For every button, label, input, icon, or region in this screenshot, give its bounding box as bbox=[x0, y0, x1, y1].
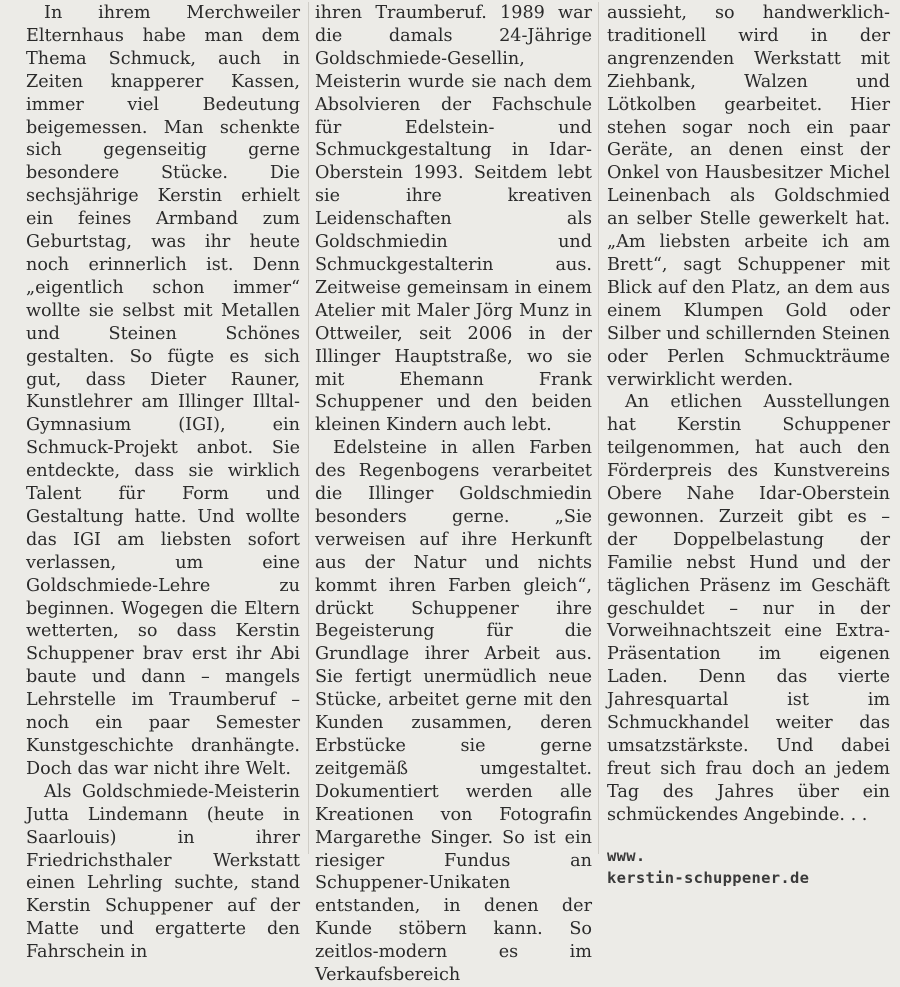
article-column-2 bbox=[308, 2, 598, 986]
article-column-1 bbox=[26, 2, 308, 963]
paragraph: In ihrem Merchweiler Elternhaus habe man dem Thema Schmuck, auch in Zeiten knapperer Kassen, immer viel Bedeutung beigemessen. Man schenkte sich gegenseitig gerne besondere Stücke. Die sechsjährige Kerstin erhielt ein feines Armband zum Geburtstag, was ihr heute noch erinnerlich ist. Denn „eigentlich schon immer“ wollte sie selbst mit Metallen und Steinen Schönes gestalten. So fügte es sich gut, dass Dieter Rauner, Kunstlehrer am Illinger Illtal-Gymnasium (IGI), ein Schmuck-Projekt anbot. Sie entdeckte, dass sie wirklich Talent für Form und Gestaltung hatte. Und wollte das IGI am liebsten sofort verlassen, um eine Goldschmiede-Lehre zu beginnen. Wogegen die Eltern wetterten, so dass Kerstin Schuppener brav erst ihr Abi baute und dann – mangels Lehrstelle im Traumberuf – noch ein paar Semester Kunstgeschichte dranhängte. Doch das war nicht ihre Welt. bbox=[26, 3, 300, 779]
website-url-prefix: www. bbox=[607, 846, 646, 865]
article-column-3 bbox=[598, 2, 890, 887]
paragraph: aussieht, so handwerklich-traditionell wird in der angrenzenden Werkstatt mit Ziehbank, Walzen und Lötkolben gearbeitet. Hier stehen sogar noch ein paar Geräte, an denen einst der Onkel von Hausbesitzer Michel Leinenbach als Goldschmied an selber Stelle gewerkelt hat. „Am liebsten arbeite ich am Brett“, sagt Schuppener mit Blick auf den Platz, an dem aus einem Klumpen Gold oder Silber und schillernden Steinen oder Perlen Schmuckträume verwirklicht werden. bbox=[607, 3, 890, 390]
paragraph: Als Goldschmiede-Meisterin Jutta Lindemann (heute in Saarlouis) in ihrer Friedrichsthaler Werkstatt einen Lehrling suchte, stand Kerstin Schuppener auf der Matte und ergatterte den Fahrschein in bbox=[26, 781, 300, 963]
website-url-domain: kerstin-schuppener.de bbox=[607, 868, 810, 887]
paragraph: An etlichen Ausstellungen hat Kerstin Schuppener teilgenommen, hat auch den Förderpreis des Kunstvereins Obere Nahe Idar-Oberstein gewonnen. Zurzeit gibt es – der Doppelbelastung der Familie nebst Hund und der täglichen Präsenz im Geschäft geschuldet – nur in der Vorweihnachtszeit eine Extra-Präsentation im eigenen Laden. Denn das vierte Jahresquartal ist im Schmuckhandel weiter das umsatzstärkste. Und dabei freut sich frau doch an jedem Tag des Jahres über ein schmückendes Angebinde. . . bbox=[607, 392, 890, 825]
paragraph: ihren Traumberuf. 1989 war die damals 24-Jährige Goldschmiede-Gesellin, Meisterin wurde sie nach dem Absolvieren der Fachschule für Edelstein- und Schmuckgestaltung in Idar-Oberstein 1993. Seitdem lebt sie ihre kreativen Leidenschaften als Goldschmiedin und Schmuckgestalterin aus. Zeitweise gemeinsam in einem Atelier mit Maler Jörg Munz in Ottweiler, seit 2006 in der Illinger Hauptstraße, wo sie mit Ehemann Frank Schuppener und den beiden kleinen Kindern auch lebt. bbox=[315, 3, 592, 436]
paragraph: Edelsteine in allen Farben des Regenbogens verarbeitet die Illinger Goldschmiedin besonders gerne. „Sie verweisen auf ihre Herkunft aus der Natur und nichts kommt ihren Farben gleich“, drückt Schuppener ihre Begeisterung für die Grundlage ihrer Arbeit aus. Sie fertigt unermüdlich neue Stücke, arbeitet gerne mit den Kunden zusammen, deren Erbstücke sie gerne zeitgemäß umgestaltet. Dokumentiert werden alle Kreationen von Fotografin Margarethe Singer. So ist ein riesiger Fundus an Schuppener-Unikaten entstanden, in denen der Kunde stöbern kann. So zeitlos-modern es im Verkaufsbereich bbox=[315, 438, 592, 986]
website-url bbox=[607, 845, 890, 889]
